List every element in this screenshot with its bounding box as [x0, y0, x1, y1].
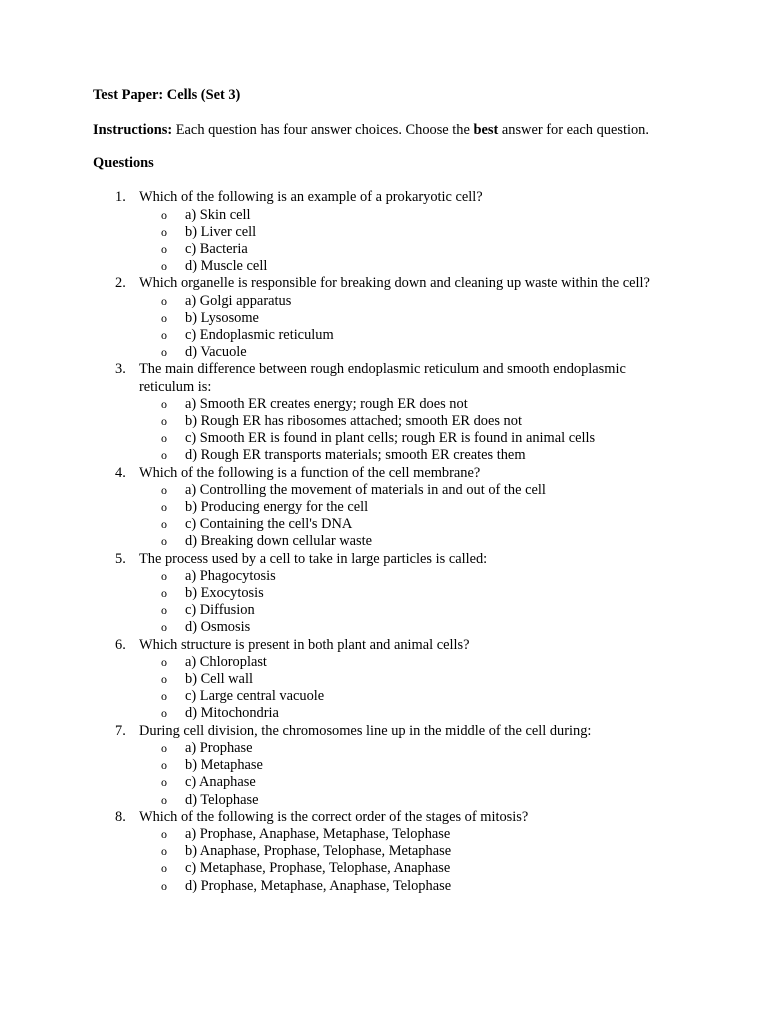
answer-choice [139, 327, 693, 344]
answer-choice-text: d) Vacuole [185, 344, 247, 361]
circle-bullet-icon: o [161, 500, 167, 515]
answer-choice [139, 878, 693, 895]
circle-bullet-icon: o [161, 792, 167, 807]
answer-choice-text: d) Prophase, Metaphase, Anaphase, Telophase [185, 877, 452, 894]
answer-choice [139, 516, 693, 533]
question-text: Which of the following is a function of the cell membrane? [139, 464, 481, 481]
circle-bullet-icon: o [161, 620, 167, 635]
question-number: 7. [115, 722, 126, 739]
circle-bullet-icon: o [161, 328, 167, 343]
answer-choice-text: a) Prophase [185, 739, 253, 756]
answer-choice [139, 860, 693, 877]
answer-choice [139, 499, 693, 516]
circle-bullet-icon: o [161, 861, 167, 876]
circle-bullet-icon: o [161, 826, 167, 841]
answer-choice [139, 482, 693, 499]
circle-bullet-icon: o [161, 654, 167, 669]
question-text: Which organelle is responsible for breaking down and cleaning up waste within the cell? [139, 275, 650, 292]
answer-choices [139, 568, 693, 637]
circle-bullet-icon: o [161, 224, 167, 239]
circle-bullet-icon: o [161, 517, 167, 532]
question-number: 3. [115, 361, 126, 378]
circle-bullet-icon: o [161, 775, 167, 790]
answer-choice-text: d) Telophase [185, 791, 259, 808]
answer-choices [139, 654, 693, 723]
answer-choice-text: c) Metaphase, Prophase, Telophase, Anaphase [185, 860, 451, 877]
circle-bullet-icon: o [161, 310, 167, 325]
answer-choices [139, 207, 693, 276]
answer-choice-text: c) Large central vacuole [185, 688, 325, 705]
answer-choice-text: c) Containing the cell's DNA [185, 516, 353, 533]
answer-choices [139, 396, 693, 465]
circle-bullet-icon: o [161, 431, 167, 446]
question-text: Which of the following is the correct order of the stages of mitosis? [139, 808, 529, 825]
answer-choice [139, 533, 693, 550]
answer-choice-text: d) Muscle cell [185, 258, 268, 275]
answer-choice-text: a) Chloroplast [185, 653, 267, 670]
answer-choice [139, 826, 693, 843]
question-item [93, 189, 693, 275]
answer-choice [139, 207, 693, 224]
question-number: 8. [115, 808, 126, 825]
circle-bullet-icon: o [161, 586, 167, 601]
answer-choice-text: d) Breaking down cellular waste [185, 533, 373, 550]
answer-choice-text: c) Bacteria [185, 241, 248, 257]
answer-choice-text: b) Lysosome [185, 309, 259, 326]
answer-choice [139, 619, 693, 636]
circle-bullet-icon: o [161, 259, 167, 274]
circle-bullet-icon: o [161, 534, 167, 549]
question-text: The process used by a cell to take in large particles is called: [139, 550, 488, 567]
answer-choice [139, 430, 693, 447]
answer-choice-text: b) Rough ER has ribosomes attached; smooth ER does not [185, 413, 522, 430]
answer-choice [139, 705, 693, 722]
instructions-label: Instructions: [93, 121, 173, 138]
answer-choices [139, 740, 693, 809]
question-number: 4. [115, 464, 126, 481]
question-item [93, 723, 693, 809]
answer-choice-text: b) Exocytosis [185, 585, 264, 602]
answer-choice-text: b) Metaphase [185, 757, 263, 774]
answer-choice [139, 843, 693, 860]
circle-bullet-icon: o [161, 448, 167, 463]
question-text: During cell division, the chromosomes line up in the middle of the cell during: [139, 722, 592, 739]
answer-choice [139, 792, 693, 809]
circle-bullet-icon: o [161, 672, 167, 687]
answer-choice-text: c) Diffusion [185, 602, 255, 619]
instructions-text-before: Each question has four answer choices. Choose the [172, 121, 474, 138]
circle-bullet-icon: o [161, 878, 167, 893]
circle-bullet-icon: o [161, 740, 167, 755]
answer-choice-text: c) Smooth ER is found in plant cells; rough ER is found in animal cells [185, 430, 596, 447]
answer-choice [139, 241, 693, 258]
answer-choice-text: d) Rough ER transports materials; smooth ER creates them [185, 447, 526, 464]
questions-heading: Questions [93, 155, 154, 172]
answer-choice [139, 568, 693, 585]
answer-choice-text: b) Producing energy for the cell [185, 499, 369, 516]
answer-choice [139, 585, 693, 602]
page-title: Test Paper: Cells (Set 3) [93, 87, 241, 103]
answer-choice-text: b) Liver cell [185, 223, 257, 240]
answer-choice-text: a) Golgi apparatus [185, 292, 292, 309]
circle-bullet-icon: o [161, 345, 167, 360]
answer-choice-text: d) Mitochondria [185, 705, 279, 722]
answer-choice [139, 447, 693, 464]
answer-choices [139, 293, 693, 362]
question-list [93, 189, 693, 894]
answer-choices [139, 826, 693, 895]
circle-bullet-icon: o [161, 293, 167, 308]
circle-bullet-icon: o [161, 758, 167, 773]
circle-bullet-icon: o [161, 844, 167, 859]
question-item [93, 551, 693, 637]
answer-choice [139, 740, 693, 757]
answer-choice-text: b) Anaphase, Prophase, Telophase, Metaphase [185, 843, 452, 860]
answer-choice-text: b) Cell wall [185, 671, 253, 688]
question-item [93, 809, 693, 895]
circle-bullet-icon: o [161, 482, 167, 497]
answer-choice-text: a) Smooth ER creates energy; rough ER does not [185, 395, 468, 412]
question-text: Which structure is present in both plant and animal cells? [139, 636, 470, 653]
test-paper [93, 87, 693, 895]
circle-bullet-icon: o [161, 568, 167, 583]
circle-bullet-icon: o [161, 603, 167, 618]
answer-choice [139, 671, 693, 688]
question-text: The main difference between rough endoplasmic reticulum and smooth endoplasmic reticulum is: [139, 361, 626, 395]
question-text: Which of the following is an example of a prokaryotic cell? [139, 189, 483, 206]
circle-bullet-icon: o [161, 207, 167, 222]
answer-choice [139, 258, 693, 275]
answer-choice-text: a) Prophase, Anaphase, Metaphase, Telophase [185, 825, 451, 842]
answer-choice-text: c) Endoplasmic reticulum [185, 327, 334, 344]
answer-choice [139, 224, 693, 241]
question-item [93, 275, 693, 361]
answer-choice [139, 774, 693, 791]
question-item [93, 637, 693, 723]
answer-choice [139, 757, 693, 774]
question-item [93, 361, 693, 464]
circle-bullet-icon: o [161, 689, 167, 704]
answer-choice [139, 396, 693, 413]
circle-bullet-icon: o [161, 706, 167, 721]
instructions-emphasis: best [473, 121, 499, 138]
answer-choice-text: a) Skin cell [185, 206, 251, 223]
instructions-text-after: answer for each question. [498, 121, 649, 138]
answer-choice [139, 602, 693, 619]
answer-choice [139, 413, 693, 430]
question-number: 2. [115, 275, 126, 292]
circle-bullet-icon: o [161, 414, 167, 429]
instructions [93, 122, 653, 139]
question-number: 1. [115, 189, 126, 206]
question-number: 6. [115, 636, 126, 653]
answer-choice [139, 344, 693, 361]
answer-choice [139, 310, 693, 327]
answer-choice [139, 688, 693, 705]
answer-choice [139, 654, 693, 671]
answer-choice-text: a) Phagocytosis [185, 567, 276, 584]
answer-choice [139, 293, 693, 310]
answer-choice-text: c) Anaphase [185, 774, 256, 791]
answer-choices [139, 482, 693, 551]
question-item [93, 465, 693, 551]
circle-bullet-icon: o [161, 242, 167, 256]
answer-choice-text: d) Osmosis [185, 619, 251, 636]
answer-choice-text: a) Controlling the movement of materials in and out of the cell [185, 481, 546, 498]
question-number: 5. [115, 550, 126, 567]
circle-bullet-icon: o [161, 396, 167, 411]
